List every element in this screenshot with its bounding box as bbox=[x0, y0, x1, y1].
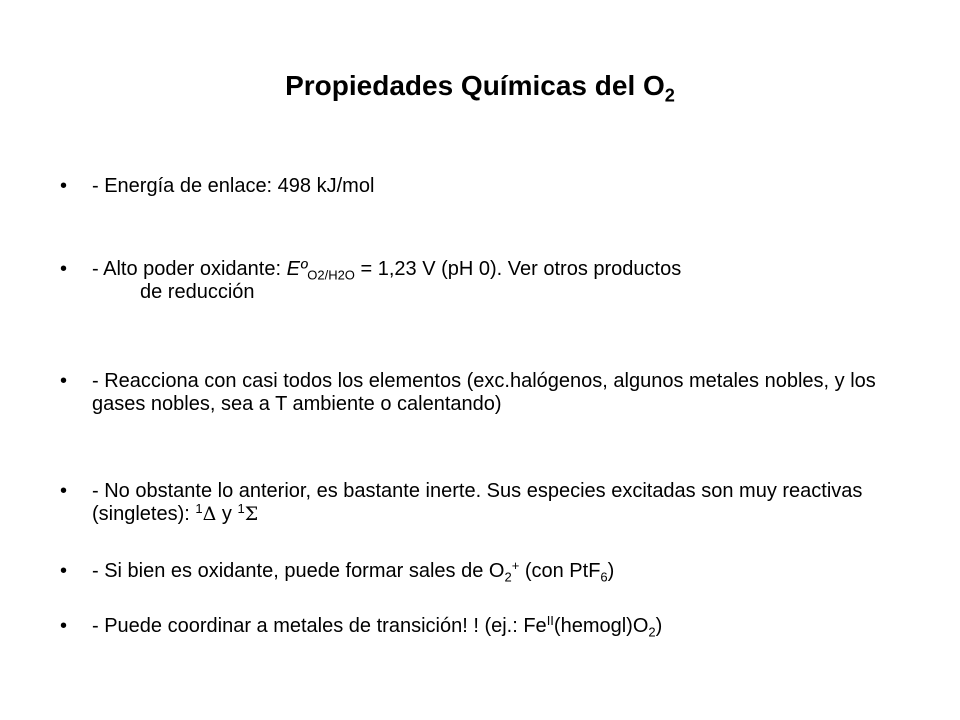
reactivity-text: - Reacciona con casi todos los elementos (exc.halógenos, algunos metales nobles, y los gases nobles, sea a T ambiente o calentando) bbox=[92, 370, 876, 415]
bullet-text bbox=[92, 175, 920, 198]
bullet-marker: • bbox=[60, 258, 68, 280]
bullet-item bbox=[60, 557, 920, 585]
bullet-item bbox=[60, 175, 920, 198]
bullet-item bbox=[60, 612, 920, 640]
bond-energy-text: - Energía de enlace: 498 kJ/mol bbox=[92, 175, 375, 197]
ptf6-subscript: 6 bbox=[600, 569, 608, 585]
bullet-text bbox=[92, 370, 920, 416]
oxidant-post-text: = 1,23 V (pH 0). Ver otros productos bbox=[354, 258, 682, 280]
title-text: Propiedades Químicas del O bbox=[285, 70, 665, 101]
coord-pre-text: - Puede coordinar a metales de transición bbox=[92, 615, 463, 637]
potential-symbol: Eº bbox=[286, 258, 308, 280]
bullet-text bbox=[92, 612, 920, 640]
bullet-marker: • bbox=[60, 480, 68, 502]
singlet-sigma-superscript: 1 bbox=[237, 500, 245, 516]
salts-post-text: ) bbox=[607, 560, 615, 582]
o2-subscript: 2 bbox=[504, 569, 512, 585]
coord-mid-text: (ej.: Fe bbox=[478, 615, 547, 637]
bullet-text bbox=[92, 480, 920, 526]
o2-subscript: 2 bbox=[648, 624, 656, 640]
salts-mid-text: (con PtF bbox=[519, 560, 601, 582]
delta-symbol: Δ bbox=[202, 503, 217, 525]
bullet-marker: • bbox=[60, 615, 68, 637]
coord-mid2-text: (hemogl)O bbox=[553, 615, 649, 637]
inert-text: - No obstante lo anterior, es bastante inerte. Sus especies excitadas son muy reactivas (singletes): bbox=[92, 480, 863, 525]
oxidant-pre-text: - Alto poder oxidante: bbox=[92, 258, 287, 280]
salts-pre-text: - Si bien es oxidante, puede formar sales de O bbox=[92, 560, 505, 582]
exclamation-text: ! ! bbox=[462, 615, 479, 637]
singlet-delta-superscript: 1 bbox=[195, 500, 203, 516]
bullet-item bbox=[60, 258, 920, 304]
fe-oxidation-superscript: II bbox=[546, 612, 554, 628]
conjunction-text: y bbox=[216, 503, 238, 525]
title-subscript: 2 bbox=[664, 85, 675, 106]
bullet-marker: • bbox=[60, 560, 68, 582]
bullet-text bbox=[92, 258, 920, 304]
bullet-item bbox=[60, 480, 920, 526]
o2-superscript: + bbox=[511, 557, 520, 573]
oxidant-line2-text: de reducción bbox=[140, 281, 255, 303]
bullet-marker: • bbox=[60, 175, 68, 197]
sigma-symbol: Σ bbox=[244, 503, 259, 525]
bullet-marker: • bbox=[60, 370, 68, 392]
coord-post-text: ) bbox=[655, 615, 663, 637]
potential-subscript: O2/H2O bbox=[307, 267, 355, 283]
slide-title bbox=[0, 70, 960, 106]
bullet-item bbox=[60, 370, 920, 416]
bullet-text bbox=[92, 557, 920, 585]
